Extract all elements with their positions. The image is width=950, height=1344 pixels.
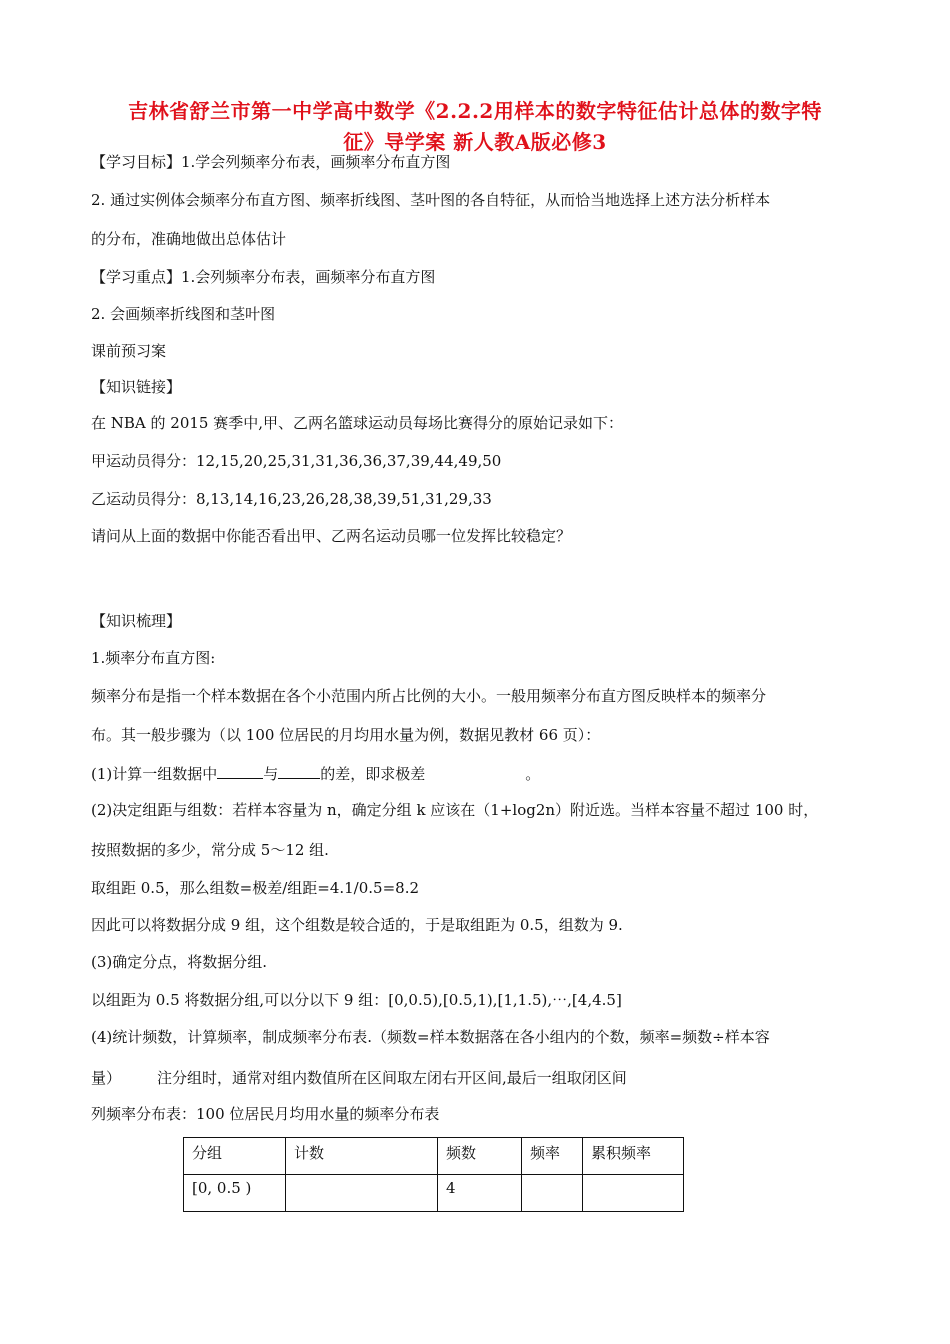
histogram-desc-line-2: 布。其一般步骤为（以 100 位居民的月均用水量为例，数据见教材 66 页）： xyxy=(91,726,601,744)
cell-count xyxy=(286,1175,438,1212)
header-count: 计数 xyxy=(286,1138,438,1175)
cell-frequency xyxy=(522,1175,583,1212)
knowledge-link-heading: 【知识链接】 xyxy=(91,378,182,396)
fill-blank-min xyxy=(278,762,320,779)
step-2-line-4: 因此可以将数据分成 9 组，这个组数是较合适的，于是取组距为 0.5，组数为 9. xyxy=(91,916,623,934)
step-1-text-c: 的差，即求极差 xyxy=(320,765,426,783)
step-4-note: 注分组时，通常对组内数值所在区间取左闭右开区间,最后一组取闭区间 xyxy=(157,1069,627,1087)
table-caption: 列频率分布表：100 位居民月均用水量的频率分布表 xyxy=(91,1105,440,1123)
title-line-1: 吉林省舒兰市第一中学高中数学《2.2.2用样本的数字特征估计总体的数字特 xyxy=(128,99,822,123)
header-frequency-count: 频数 xyxy=(438,1138,522,1175)
step-1-text-b: 与 xyxy=(263,765,279,783)
player-yi-scores: 乙运动员得分：8,13,14,16,23,26,28,38,39,51,31,29,33 xyxy=(91,490,492,508)
fill-blank-max xyxy=(217,762,263,779)
learning-goal-2-line-2: 的分布，准确地做出总体估计 xyxy=(91,230,287,248)
nba-intro: 在 NBA 的 2015 赛季中,甲、乙两名篮球运动员每场比赛得分的原始记录如下： xyxy=(91,414,623,432)
histogram-heading: 1.频率分布直方图: xyxy=(91,649,216,667)
title-line-2: 征》导学案 新人教A版必修3 xyxy=(343,130,607,154)
player-jia-scores: 甲运动员得分：12,15,20,25,31,31,36,36,37,39,44,49,50 xyxy=(91,452,502,470)
table-row xyxy=(184,1175,684,1212)
step-2-line-3: 取组距 0.5，那么组数=极差/组距=4.1/0.5=8.2 xyxy=(91,879,420,897)
preview-heading: 课前预习案 xyxy=(91,342,167,360)
cell-group: [0, 0.5 ) xyxy=(184,1175,286,1212)
step-2-line-2: 按照数据的多少，常分成 5～12 组. xyxy=(91,841,329,859)
step-1-text-a: (1)计算一组数据中 xyxy=(91,765,218,783)
step-4-text-a: 量） xyxy=(91,1069,122,1087)
step-3-line-1: (3)确定分点，将数据分组. xyxy=(91,953,268,971)
step-1-text-d: 。 xyxy=(525,765,541,783)
header-frequency: 频率 xyxy=(522,1138,583,1175)
header-cumulative-frequency: 累积频率 xyxy=(583,1138,684,1175)
knowledge-sort-heading: 【知识梳理】 xyxy=(91,612,182,630)
step-4-line-2 xyxy=(91,1068,627,1088)
header-group: 分组 xyxy=(184,1138,286,1175)
cell-frequency-count: 4 xyxy=(438,1175,522,1212)
histogram-desc-line-1: 频率分布是指一个样本数据在各个小范围内所占比例的大小。一般用频率分布直方图反映样本的频率分 xyxy=(91,687,767,705)
learning-focus-1: 【学习重点】1.会列频率分布表，画频率分布直方图 xyxy=(91,268,436,286)
learning-focus-2: 2. 会画频率折线图和茎叶图 xyxy=(91,305,276,323)
step-2-line-1: (2)决定组距与组数：若样本容量为 n，确定分组 k 应该在（1+log2n）附近选。当样本容量不超过 100 时， xyxy=(91,801,819,819)
document-title xyxy=(90,96,860,158)
stability-question: 请问从上面的数据中你能否看出甲、乙两名运动员哪一位发挥比较稳定？ xyxy=(91,527,572,545)
learning-goal-2-line-1: 2. 通过实例体会频率分布直方图、频率折线图、茎叶图的各自特征，从而恰当地选择上述方法分析样本 xyxy=(91,191,771,209)
cell-cumulative-frequency xyxy=(583,1175,684,1212)
step-1 xyxy=(91,762,540,784)
step-4-line-1: (4)统计频数，计算频率，制成频率分布表.（频数=样本数据落在各小组内的个数，频率=频数÷样本容 xyxy=(91,1028,770,1046)
frequency-table xyxy=(183,1137,684,1212)
step-3-line-2: 以组距为 0.5 将数据分组,可以分以下 9 组：[0,0.5),[0.5,1),[1,1.5),⋯,[4,4.5] xyxy=(91,991,622,1009)
table-header-row xyxy=(184,1138,684,1175)
learning-goal-1: 【学习目标】1.学会列频率分布表，画频率分布直方图 xyxy=(91,153,451,171)
